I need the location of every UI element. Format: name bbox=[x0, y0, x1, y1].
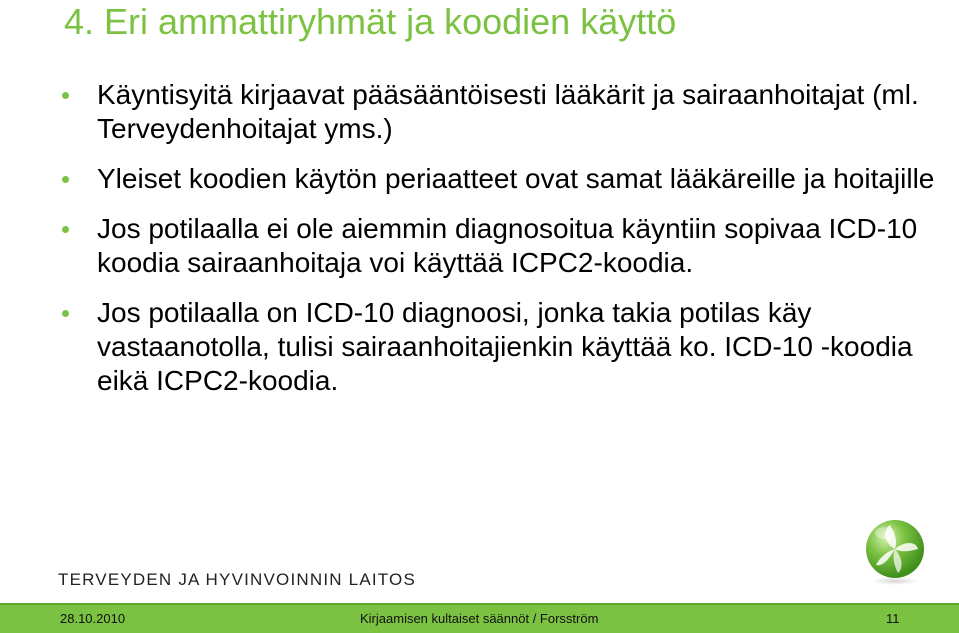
bullet-text: Käyntisyitä kirjaavat pääsääntöisesti lääkärit ja sairaanhoitajat (ml. Terveydenhoitajat yms.) bbox=[97, 79, 919, 144]
bullet-item bbox=[62, 212, 942, 280]
footer-divider bbox=[0, 603, 959, 605]
bullet-text: Yleiset koodien käytön periaatteet ovat samat lääkäreille ja hoitajille bbox=[97, 163, 935, 194]
bullet-text: Jos potilaalla on ICD-10 diagnoosi, jonka takia potilas käy vastaanotolla, tulisi sairaanhoitajienkin käyttää ko. ICD-10 -koodia eikä ICPC2-koodia. bbox=[97, 297, 913, 396]
footer-date: 28.10.2010 bbox=[60, 611, 126, 626]
slide-title: 4. Eri ammattiryhmät ja koodien käyttö bbox=[64, 1, 677, 42]
bullet-list bbox=[62, 78, 942, 414]
bullet-item bbox=[62, 162, 942, 196]
green-leaf-sphere-icon bbox=[860, 517, 930, 587]
bullet-item bbox=[62, 78, 942, 146]
footer-title: Kirjaamisen kultaiset säännöt / Forsström bbox=[360, 611, 599, 626]
page-number: 11 bbox=[886, 611, 900, 626]
bullet-text: Jos potilaalla ei ole aiemmin diagnosoitua käyntiin sopivaa ICD-10 koodia sairaanhoitaja voi käyttää ICPC2-koodia. bbox=[97, 213, 918, 278]
footer-bar bbox=[0, 603, 959, 633]
organization-name: TERVEYDEN JA HYVINVOINNIN LAITOS bbox=[58, 570, 417, 589]
bullet-item bbox=[62, 296, 942, 398]
bullet-dot-icon bbox=[62, 310, 69, 317]
bullet-dot-icon bbox=[62, 226, 69, 233]
bullet-dot-icon bbox=[62, 92, 69, 99]
bullet-dot-icon bbox=[62, 176, 69, 183]
